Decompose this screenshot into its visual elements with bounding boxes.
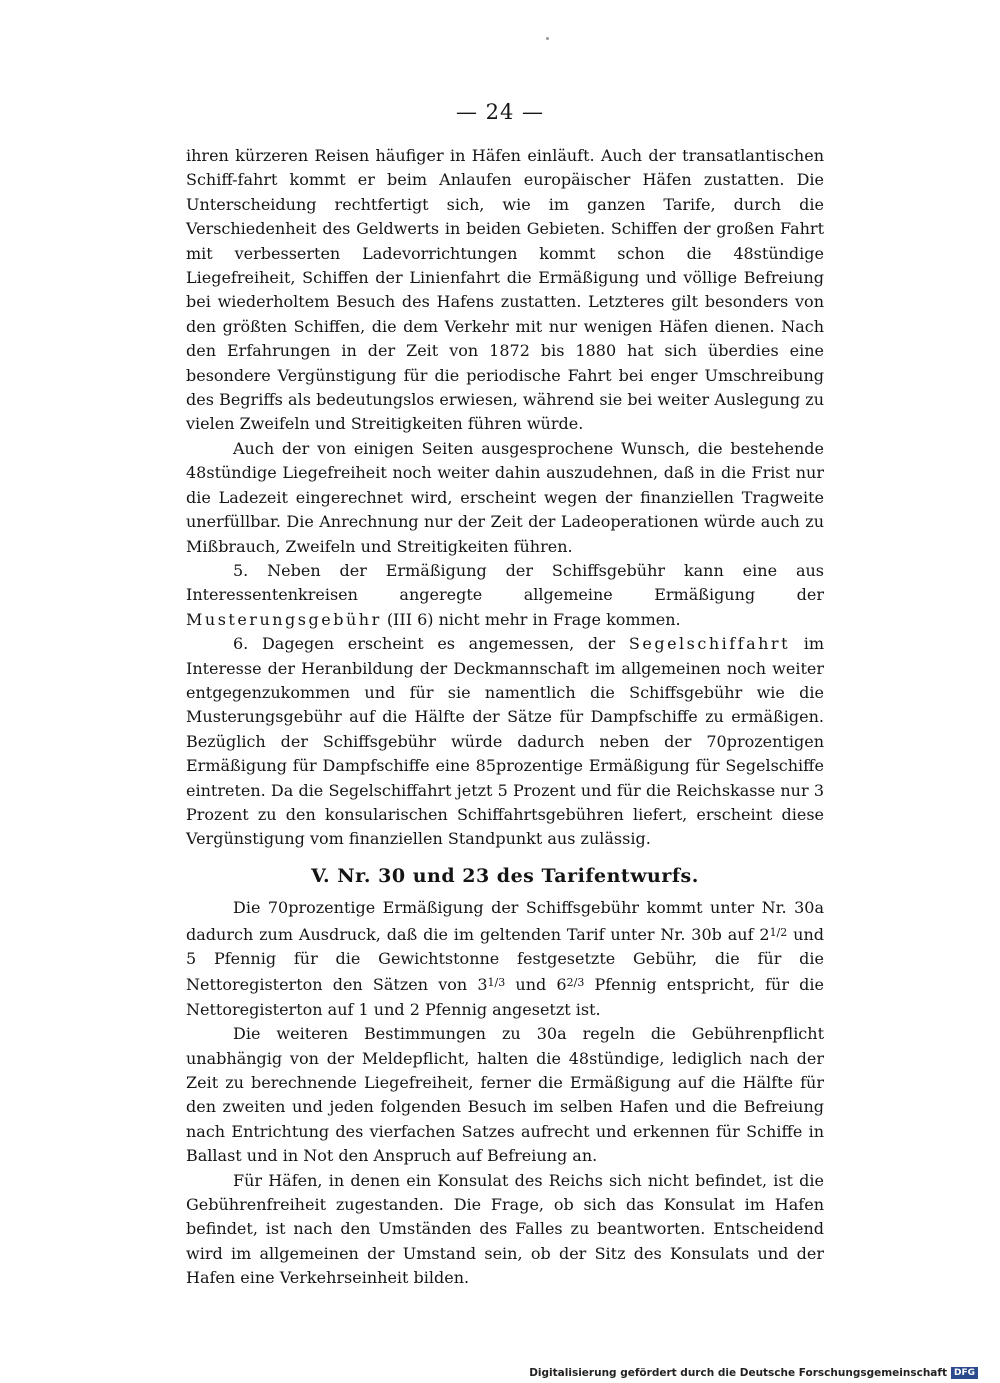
page-number: — 24 —: [455, 100, 545, 124]
paragraph-5-text-d: Pfennig entspricht, für die Nettoregisterton auf 1 und 2 Pfennig angesetzt ist.: [186, 975, 825, 1019]
section-heading: V. Nr. 30 und 23 des Tarifentwurfs.: [311, 864, 699, 887]
fraction-two-thirds: 2/3: [566, 976, 585, 990]
digitization-footer: [529, 1367, 978, 1379]
paragraph-5-text-b: und 5 Pfennig für die Gewichtstonne festgesetzte Gebühr, die für die Nettoregisterton den Sätzen von 3: [186, 924, 824, 995]
paragraph-5-text-c: und 6: [515, 975, 567, 995]
document-body: [186, 144, 824, 1291]
paragraph-3: [186, 559, 824, 632]
paragraph-7: Für Häfen, in denen ein Konsulat des Reichs sich nicht befindet, ist die Gebührenfreiheit zugestanden. Die Frage, ob sich das Konsulat im Hafen befindet, ist nach den Umständen des Falles zu beantworten. Entscheidend wird im allgemeinen der Umstand sein, ob der Sitz des Konsulats und der Hafen eine Verkehrseinheit bilden.: [186, 1170, 824, 1288]
paragraph-6: Die weiteren Bestimmungen zu 30a regeln die Gebührenpflicht unabhängig von der Meldepflicht, halten die 48stündige, lediglich nach der Zeit zu berechnende Liegefreiheit, ferner die Ermäßigung auf die Hälfte für den zweiten und jeden folgenden Besuch im selben Hafen und die Befreiung nach Entrichtung des vierfachen Satzes aufrecht und erkennen für Schiffe in Ballast und in Not den Anspruch auf Befreiung an.: [186, 1024, 824, 1166]
fraction-one-half: 1/2: [769, 925, 788, 939]
spaced-term-segelschiffahrt: Segelschiffahrt: [628, 634, 791, 654]
paragraph-3-text-b: (III 6) nicht mehr in Frage kommen.: [386, 609, 681, 629]
paper-speck: [546, 37, 549, 40]
paragraph-4: [186, 632, 824, 852]
fraction-one-third: 1/3: [487, 976, 506, 990]
spaced-term-musterungsgebuehr: Musterungsgebühr: [186, 609, 382, 629]
paragraph-4-text-a: 6. Dagegen erscheint es angemessen, der: [233, 634, 616, 654]
footer-text: Digitalisierung gefördert durch die Deutsche Forschungsgemeinschaft: [529, 1367, 947, 1379]
paragraph-5: [186, 896, 824, 1022]
paragraph-4-text-b: im Interesse der Heranbildung der Deckmannschaft im allgemeinen noch weiter entgegenzukommen und für sie namentlich die Schiffsgebühr wie die Musterungsgebühr auf die Hälfte der Sätze für Dampfschiffe zu ermäßigen. Bezüglich der Schiffsgebühr würde dadurch neben der 70prozentigen Ermäßigung für Dampfschiffe eine 85prozentige Ermäßigung für Segelschiffe eintreten. Da die Segelschiffahrt jetzt 5 Prozent und für die Reichskasse nur 3 Prozent zu den konsularischen Schiffahrtsgebühren liefert, erscheint diese Vergünstigung vom finanziellen Standpunkt aus zulässig.: [186, 634, 824, 849]
dfg-logo: DFG: [951, 1367, 978, 1379]
paragraph-1: ihren kürzeren Reisen häufiger in Häfen einläuft. Auch der transatlantischen Schiff-fahrt kommt er beim Anlaufen europäischer Häfen zustatten. Die Unterscheidung rechtfertigt sich, wie im ganzen Tarife, durch die Verschiedenheit des Geldwerts in beiden Gebieten. Schiffen der großen Fahrt mit verbesserten Ladevorrichtungen kommt schon die 48stündige Liegefreiheit, Schiffen der Linienfahrt die Ermäßigung und völlige Befreiung bei wiederholtem Besuch des Hafens zustatten. Letzteres gilt besonders von den größten Schiffen, die dem Verkehr mit nur wenigen Häfen dienen. Nach den Erfahrungen in der Zeit von 1872 bis 1880 hat sich überdies eine besondere Vergünstigung für die periodische Fahrt bei enger Umschreibung des Begriffs als bedeutungslos erwiesen, während sie bei weiter Auslegung zu vielen Zweifeln und Streitigkeiten führen würde.: [186, 146, 824, 434]
paragraph-5-text-a: Die 70prozentige Ermäßigung der Schiffsgebühr kommt unter Nr. 30a dadurch zum Ausdruck, daß die im geltenden Tarif unter Nr. 30b auf 2: [186, 898, 824, 944]
paragraph-3-text-a: 5. Neben der Ermäßigung der Schiffsgebühr kann eine aus Interessentenkreisen angeregte allgemeine Ermäßigung der: [186, 560, 824, 605]
paragraph-2: Auch der von einigen Seiten ausgesprochene Wunsch, die bestehende 48stündige Liegefreiheit noch weiter dahin auszudehnen, daß in die Frist nur die Ladezeit eingerechnet wird, erscheint wegen der finanziellen Tragweite unerfüllbar. Die Anrechnung nur der Zeit der Ladeoperationen würde auch zu Mißbrauch, Zweifeln und Streitigkeiten führen.: [186, 438, 824, 556]
